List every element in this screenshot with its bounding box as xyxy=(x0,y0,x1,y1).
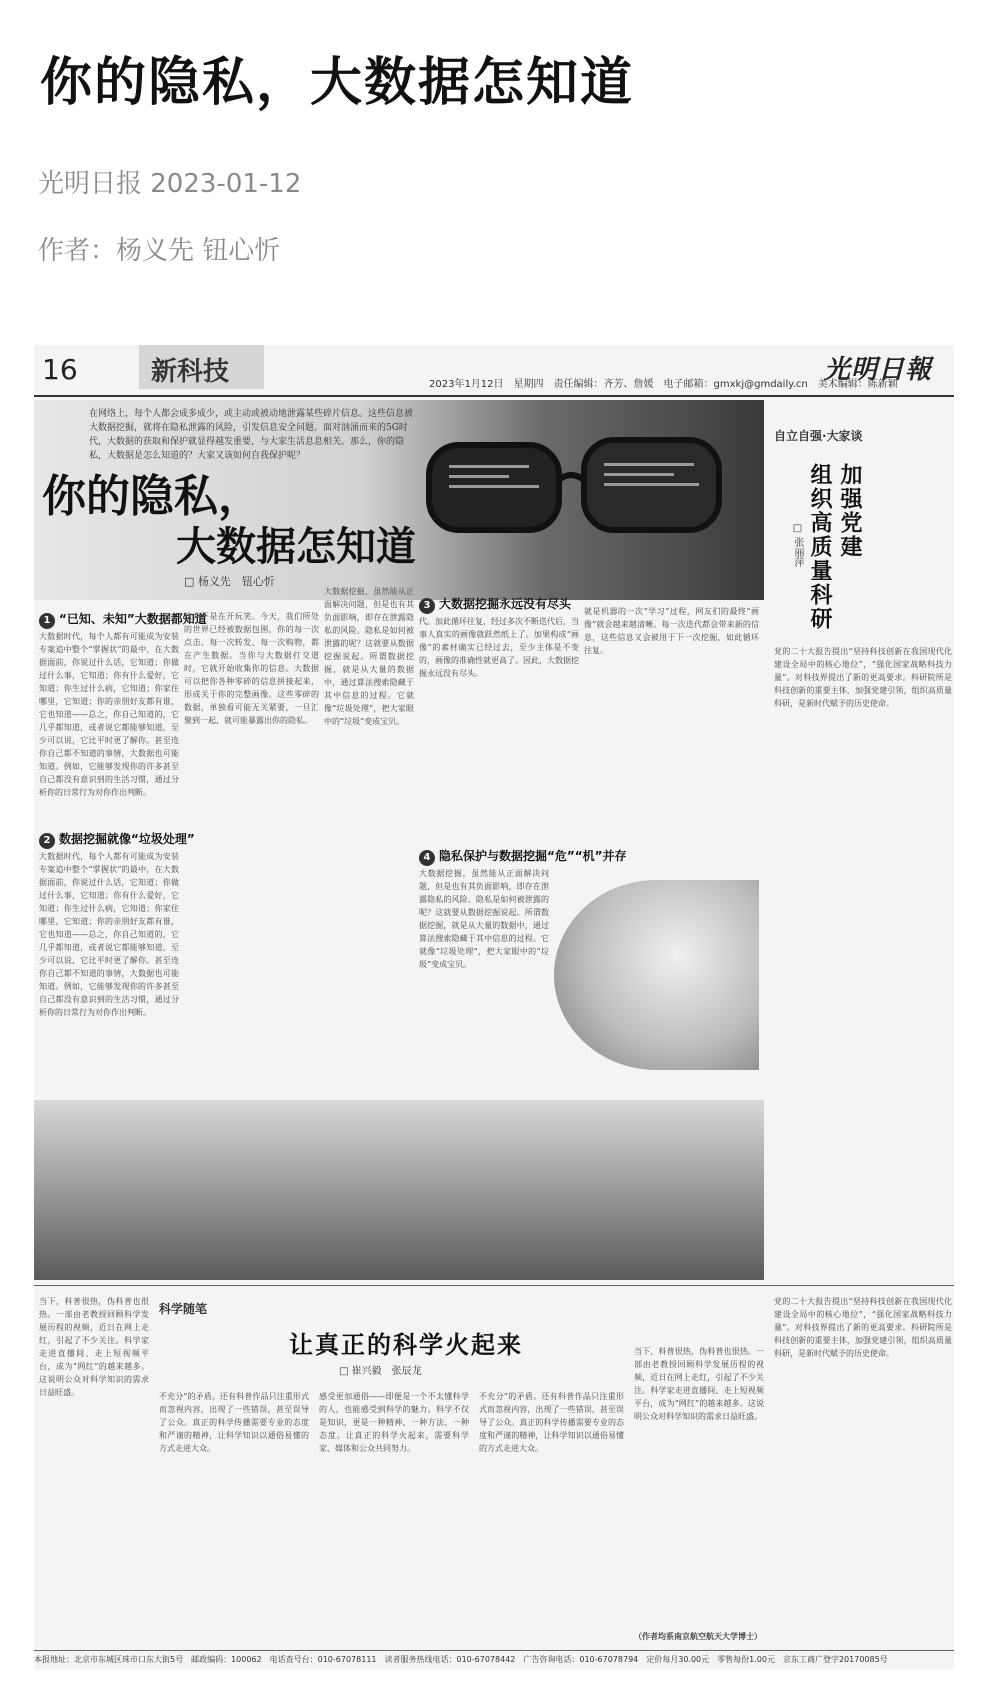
essay-column: 当下，科普很热，伪科普也很热。一部由老教授回顾科学发展历程的视频，近日在网上走红，引起了不少关注。科学家走进直播间、走上短视频平台，成为“网红”的越来越多。这说明公众对科学知识的需求日益旺盛。 xyxy=(634,1347,764,1421)
essay-tag: 科学随笔 xyxy=(159,1302,208,1316)
sidebar-tag: 自立自强·大家谈 xyxy=(774,429,863,443)
essay-column: 感受更加通俗——即便是一个不太懂科学的人，也能感受到科学的魅力。科学不仅是知识，更是一种精神、一种方法、一种态度。让真正的科学火起来，需要科学家、媒体和公众共同努力。 xyxy=(319,1392,469,1453)
essay-byline: □ 崔兴毅 张辰龙 xyxy=(339,1366,422,1377)
article-column: 代。加此循环往复，经过多次不断迭代后，当事人真实的画像就跃然纸上了。加果构成“画像”的素材确实已经过去，至少主体是不变的，画像的准确性就更高了。因此，大数据挖掘永远没有尽头。 xyxy=(419,617,579,678)
author-line: 作者：杨义先 钮心忻 xyxy=(38,236,281,266)
essay-column: 当下，科普很热，伪科普也很热。一部由老教授回顾科学发展历程的视频，近日在网上走红，引起了不少关注。科学家走进直播间、走上短视频平台，成为“网红”的越来越多。这说明公众对科学知识的需求日益旺盛。 xyxy=(39,1297,149,1397)
essay-note: （作者均系南京航空航天大学博士） xyxy=(634,1631,762,1641)
sidebar-column: 党的二十大报告提出“坚持科技创新在我国现代化建设全局中的核心地位”，“强化国家战略科技力量”。对科技界提出了新的更高要求。科研院所是科技创新的重要主体，加强党建引领，组织高质量科研，是新时代赋予的历史使命。 xyxy=(774,1297,952,1358)
page-number: 16 xyxy=(42,353,78,386)
subhead-4 xyxy=(419,847,627,866)
section-divider xyxy=(34,1285,954,1286)
article-column: 大数据时代，每个人都有可能成为安装专案追中整个“掌握状”的最中，在大数据面前，你说过什么话，它知道；你做过什么事，它知道；你有什么爱好，它知道；你生过什么病，它知道；你家住哪里，它知道；你的亲朋好友都有谁，它也知道——总之，你自己知道的，它几乎都知道，或者说它都能够知道，至少可以说，它比平时更了解你。甚至连你自己都不知道的事情，大数据也可能知道。例如，它能够发现你的许多甚至自己都没有意识到的生活习惯，通过分析你的日常行为对你作出判断。 xyxy=(39,852,179,1017)
subhead-3 xyxy=(419,595,571,614)
subhead-2 xyxy=(39,830,195,849)
essay-title: 让真正的科学火起来 xyxy=(289,1331,523,1359)
article-column: 就是机器的一次“学习”过程，网友们的最终“画像”就会越来越清晰。每一次迭代都会带来新的信息，这些信息又会被用于下一次挖掘，如此循环往复。 xyxy=(584,607,759,655)
article-column: 大数据挖掘，虽然能从正面解决问题，但是也有其负面影响，即存在泄露隐私的风险。隐私是如何被泄露的呢？这就要从数据挖掘说起。所谓数据挖掘，就是从大量的数据中，通过算法搜索隐藏于其中信息的过程。它就像“垃圾处理”，把大家眼中的“垃圾”变成宝贝。 xyxy=(419,869,549,969)
byline: □ 杨义先 钮心忻 xyxy=(184,575,275,588)
newspaper-page-image[interactable] xyxy=(34,345,954,1670)
article-intro: 在网络上，每个人都会成多成少，或主动或被动地泄露某些碎片信息。这些信息被大数据挖掘，就将在隐私泄露的风险，引发信息安全问题。面对汹涌而来的5G时代，大数据的获取和保护就显得越发重要，与大家生活息息相关。那么，你的隐私，大数据是怎么知道的？大家又该如何自我保护呢？ xyxy=(89,409,414,461)
article-title: 你的隐私，大数据怎知道 xyxy=(40,53,635,113)
glasses-icon xyxy=(419,435,729,555)
subhead-text: 隐私保护与数据挖掘“危”“机”并存 xyxy=(439,849,627,863)
newspaper-logo: 光明日報 xyxy=(824,355,933,385)
article-column: 大数据时代，每个人都有可能成为安装专案追中整个“掌握状”的最中，在大数据面前，你说过什么话，它知道；你做过什么事，它知道；你有什么爱好，它知道；你生过什么病，它知道；你家住哪里，它知道；你的亲朋好友都有谁，它也知道——总之，你自己知道的，它几乎都知道，或者说它都能够知道，至少可以说，它比平时更了解你。甚至连你自己都不知道的事情，大数据也可能知道。例如，它能够发现你的许多甚至自己都没有意识到的生活习惯，通过分析你的日常行为对你作出判断。 xyxy=(39,632,179,797)
subhead-text: 数据挖掘就像“垃圾处理” xyxy=(59,832,195,846)
city-skyline-photo xyxy=(34,1100,764,1280)
sidebar-title-1: 加强党建 xyxy=(837,463,862,559)
headline-line-2: 大数据怎知道 xyxy=(176,524,416,570)
hand-photo xyxy=(554,880,759,1070)
headline-line-1: 你的隐私， xyxy=(42,471,262,522)
masthead-info: 2023年1月12日 星期四 责任编辑：齐芳、詹媛 电子邮箱：gmxkj@gmdaily.cn 美术编辑：陈新颖 xyxy=(429,379,898,390)
section-name: 新科技 xyxy=(151,357,230,387)
article-column: 这并不是在开玩笑。今天，我们所处的世界已经被数据包围，你的每一次点击、每一次转发、每一次购物，都在产生数据。当你与大数据打交道时，它就开始收集你的信息。大数据可以把你各种零碎的信息拼接起来，形成关于你的完整画像。这些零碎的数据，单独看可能无关紧要，一旦汇聚到一起，就可能暴露出你的隐私。 xyxy=(184,612,319,725)
essay-column: 不充分”的矛盾。还有科普作品只注重形式而忽视内容，出现了一些错误，甚至误导了公众。真正的科学传播需要专业的态度和严谨的精神，让科学知识以通俗易懂的方式走进大众。 xyxy=(159,1392,309,1453)
sidebar-column: 党的二十大报告提出“坚持科技创新在我国现代化建设全局中的核心地位”，“强化国家战略科技力量”。对科技界提出了新的更高要求。科研院所是科技创新的重要主体，加强党建引领，组织高质量科研，是新时代赋予的历史使命。 xyxy=(774,647,952,708)
sidebar-title-2: 组织高质量科研 xyxy=(807,463,832,631)
source-date: 光明日报 2023-01-12 xyxy=(38,169,302,199)
subhead-1 xyxy=(39,610,207,629)
subhead-text: “已知、未知”大数据都知道 xyxy=(59,612,207,626)
subhead-number: 4 xyxy=(419,850,435,866)
subhead-number: 1 xyxy=(39,613,55,629)
subhead-number: 3 xyxy=(419,598,435,614)
subhead-text: 大数据挖掘永远没有尽头 xyxy=(439,597,572,611)
subhead-number: 2 xyxy=(39,833,55,849)
essay-column: 不充分”的矛盾。还有科普作品只注重形式而忽视内容，出现了一些错误，甚至误导了公众。真正的科学传播需要专业的态度和严谨的精神，让科学知识以通俗易懂的方式走进大众。 xyxy=(479,1392,624,1453)
sidebar-author: □ 张丽萍 xyxy=(792,523,803,568)
article-column: 大数据挖掘，虽然能从正面解决问题，但是也有其负面影响，即存在泄露隐私的风险。隐私是如何被泄露的呢？这就要从数据挖掘说起。所谓数据挖掘，就是从大量的数据中，通过算法搜索隐藏于其中信息的过程。它就像“垃圾处理”，把大家眼中的“垃圾”变成宝贝。 xyxy=(324,587,414,726)
newspaper-footer: 本报地址：北京市东城区珠市口东大街5号 邮政编码：100062 电话查号台：010-67078111 读者服务热线电话：010-67078442 广告咨询电话：010-67078794 定价每月30.00元 零售每份1.00元 京东工商广登字20170085号 xyxy=(34,1650,954,1670)
